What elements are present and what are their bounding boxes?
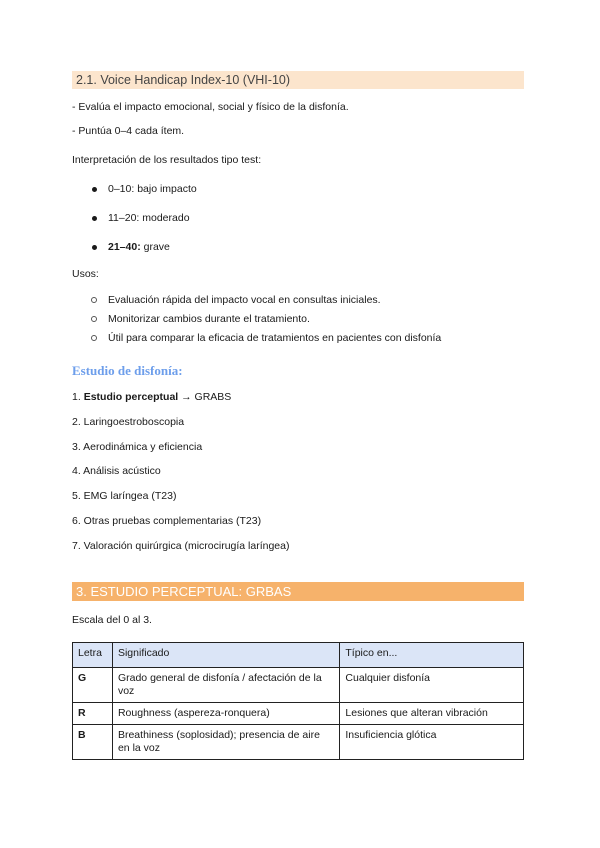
circle-bullet-icon bbox=[91, 335, 97, 341]
bullet-dot-icon bbox=[92, 245, 97, 250]
table-header-row bbox=[73, 643, 524, 668]
typical-cell: Insuficiencia glótica bbox=[340, 725, 524, 760]
vhi-scoring-line: - Puntúa 0–4 cada ítem. bbox=[72, 125, 185, 137]
usos-item: Útil para comparar la eficacia de tratamientos en pacientes con disfonía bbox=[108, 332, 442, 344]
usos-label: Usos: bbox=[72, 268, 99, 280]
estudio-heading: Estudio de disfonía: bbox=[72, 363, 183, 378]
interpretation-label: Interpretación de los resultados tipo test: bbox=[72, 154, 262, 166]
meaning-cell: Breathiness (soplosidad); presencia de aire en la voz bbox=[112, 725, 339, 760]
grbas-table bbox=[72, 642, 524, 760]
estudio-item: 4. Análisis acústico bbox=[72, 465, 161, 477]
usos-item: Monitorizar cambios durante el tratamiento. bbox=[108, 313, 310, 325]
typical-cell: Lesiones que alteran vibración bbox=[340, 703, 524, 725]
estudio-item: 2. Laringoestroboscopia bbox=[72, 416, 185, 428]
meaning-cell: Grado general de disfonía / afectación de la voz bbox=[112, 668, 339, 703]
letter-cell: B bbox=[73, 725, 113, 760]
interpretation-item: 21–40: grave bbox=[108, 241, 170, 253]
table-row bbox=[73, 668, 524, 703]
circle-bullet-icon bbox=[91, 316, 97, 322]
table-row bbox=[73, 703, 524, 725]
vhi-description-line: - Evalúa el impacto emocional, social y físico de la disfonía. bbox=[72, 101, 349, 113]
meaning-cell: Roughness (aspereza-ronquera) bbox=[112, 703, 339, 725]
bullet-dot-icon bbox=[92, 216, 97, 221]
column-header: Típico en... bbox=[340, 643, 524, 668]
usos-item: Evaluación rápida del impacto vocal en consultas iniciales. bbox=[108, 294, 381, 306]
interpretation-item: 11–20: moderado bbox=[108, 212, 190, 224]
column-header: Letra bbox=[73, 643, 113, 668]
column-header: Significado bbox=[112, 643, 339, 668]
estudio-item: 1. Estudio perceptual → GRABS bbox=[72, 391, 232, 403]
circle-bullet-icon bbox=[91, 297, 97, 303]
interpretation-item: 0–10: bajo impacto bbox=[108, 183, 197, 195]
estudio-item: 7. Valoración quirúrgica (microcirugía laríngea) bbox=[72, 540, 290, 552]
typical-cell: Cualquier disfonía bbox=[340, 668, 524, 703]
letter-cell: R bbox=[73, 703, 113, 725]
estudio-item: 5. EMG laríngea (T23) bbox=[72, 490, 177, 502]
section-heading-vhi: 2.1. Voice Handicap Index-10 (VHI-10) bbox=[72, 71, 524, 89]
estudio-item: 6. Otras pruebas complementarias (T23) bbox=[72, 515, 262, 527]
estudio-item: 3. Aerodinámica y eficiencia bbox=[72, 441, 203, 453]
letter-cell: G bbox=[73, 668, 113, 703]
scale-text: Escala del 0 al 3. bbox=[72, 614, 152, 626]
table-row bbox=[73, 725, 524, 760]
section-heading-grbas: 3. ESTUDIO PERCEPTUAL: GRBAS bbox=[72, 582, 524, 601]
bullet-dot-icon bbox=[92, 187, 97, 192]
